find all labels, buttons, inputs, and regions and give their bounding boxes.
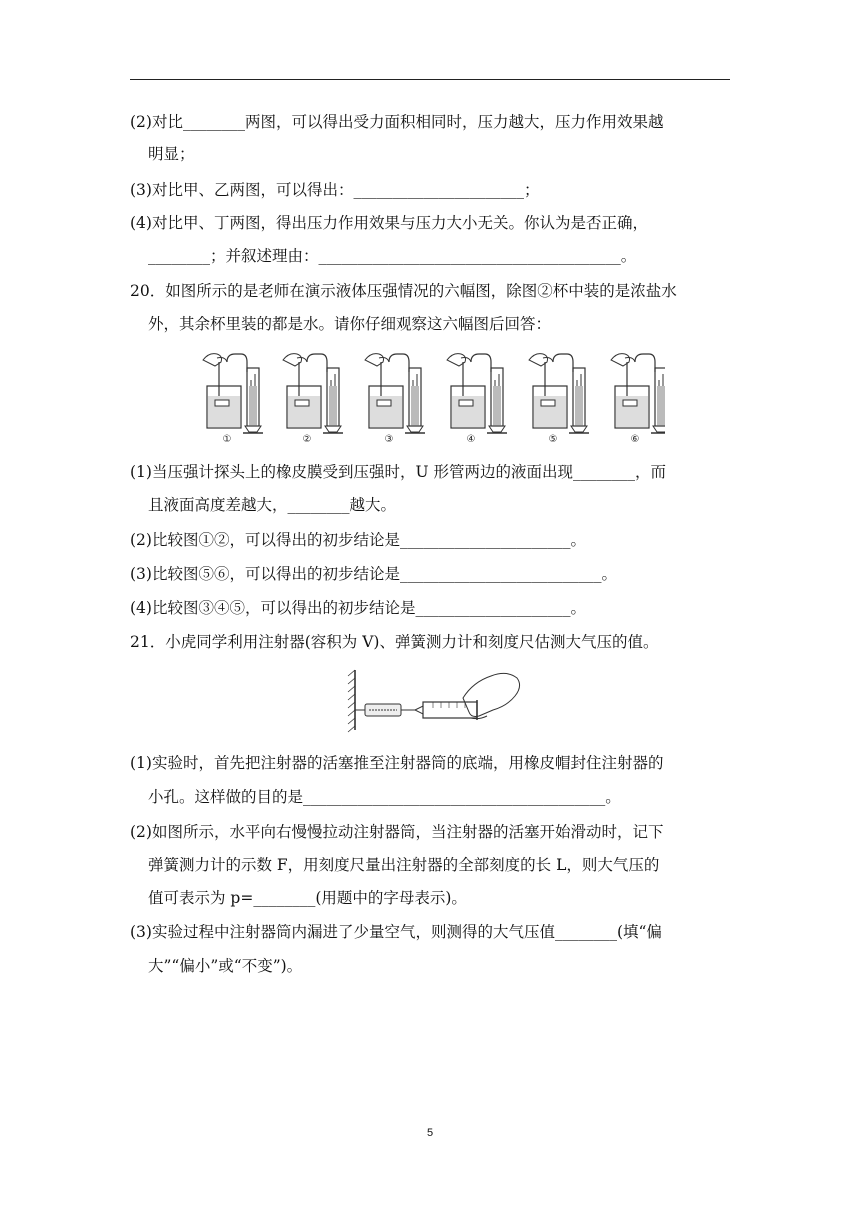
q21-part3-line2: 大”“偏小”或“不变”)。 <box>148 957 303 975</box>
figure-label-2: ② <box>302 434 312 445</box>
q21-part1-line2: 小孔。这样做的目的是_______________________________________。 <box>148 788 621 806</box>
q19-part2-line2: 明显； <box>148 145 195 163</box>
syringe-spring-scale-figure <box>345 666 525 734</box>
q21-stem: 21．小虎同学利用注射器(容积为 V)、弹簧测力计和刻度尺估测大气压的值。 <box>130 633 659 651</box>
q20-part1-line1: (1)当压强计探头上的橡皮膜受到压强时，U 形管两边的液面出现________，而 <box>130 463 666 481</box>
q20-part1-line2: 且液面高度差越大，________越大。 <box>148 496 397 514</box>
figure-label-5: ⑤ <box>548 434 558 445</box>
q21-part3-line1: (3)实验过程中注射器筒内漏进了少量空气，则测得的大气压值________(填“偏 <box>130 923 662 941</box>
q21-part2-line1: (2)如图所示，水平向右慢慢拉动注射器筒，当注射器的活塞开始滑动时，记下 <box>130 823 664 841</box>
page-number: 5 <box>426 1127 434 1139</box>
q20-part2: (2)比较图①②，可以得出的初步结论是______________________。 <box>130 531 586 549</box>
q21-part2-line2: 弹簧测力计的示数 F，用刻度尺量出注射器的全部刻度的长 L，则大气压的 <box>148 856 660 874</box>
q20-part3: (3)比较图⑤⑥，可以得出的初步结论是__________________________。 <box>130 565 617 583</box>
figure-label-4: ④ <box>466 434 476 445</box>
pressure-gauge-figures <box>195 346 665 446</box>
q20-stem-line2: 外，其余杯里装的都是水。请你仔细观察这六幅图后回答： <box>148 315 552 333</box>
q19-part2-line1: (2)对比________两图，可以得出受力面积相同时，压力越大，压力作用效果越 <box>130 113 664 131</box>
figure-label-6: ⑥ <box>630 434 640 445</box>
figure-label-3: ③ <box>384 434 394 445</box>
q20-stem-line1: 20．如图所示的是老师在演示液体压强情况的六幅图，除图②杯中装的是浓盐水 <box>130 282 677 300</box>
header-rule <box>130 79 730 80</box>
figure-label-1: ① <box>222 434 232 445</box>
figure-1 <box>203 354 263 433</box>
q20-part4: (4)比较图③④⑤，可以得出的初步结论是____________________。 <box>130 599 586 617</box>
q19-part4-line2: ________；并叙述理由：_______________________________________。 <box>148 247 637 265</box>
q19-part4-line1: (4)对比甲、丁两图，得出压力作用效果与压力大小无关。你认为是否正确， <box>130 214 648 232</box>
q21-part2-line3: 值可表示为 p=________(用题中的字母表示)。 <box>148 889 467 907</box>
q21-part1-line1: (1)实验时，首先把注射器的活塞推至注射器筒的底端，用橡皮帽封住注射器的 <box>130 754 664 772</box>
q19-part3: (3)对比甲、乙两图，可以得出：______________________； <box>130 181 540 199</box>
